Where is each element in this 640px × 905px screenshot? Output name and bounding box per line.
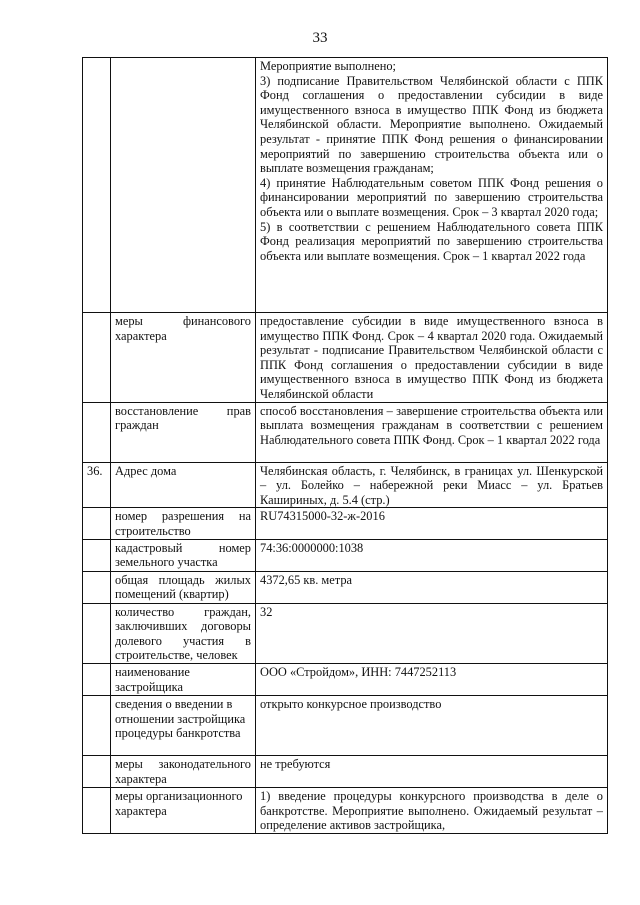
row-label: меры законодательного характера [115, 756, 251, 786]
row-value-cell [256, 603, 608, 663]
row-label-cell [111, 313, 256, 403]
paragraph: 5) в соответствии с решением Наблюдательного совета ППК Фонд реализация мероприятий по завершению строительства объекта или выплате возмещения. Срок – 1 квартал 2022 года [260, 219, 603, 263]
row-label: Адрес дома [115, 463, 177, 478]
table-row [83, 787, 608, 833]
table-row [83, 663, 608, 695]
row-value: RU74315000-32-ж-2016 [260, 509, 385, 524]
row-label-cell [111, 603, 256, 663]
row-label: меры организационного характера [115, 788, 243, 818]
table-row [83, 462, 608, 508]
row-value: предоставление субсидии в виде имущественного взноса в имущество ППК Фонд. Срок – 4 квартал 2020 года. Ожидаемый результат - подписание Правительством Челябинской области с ППК Фонд соглашения о предоставлении субсидии в виде имущественного взноса в имущество ППК Фонд из бюджета Челябинской области [260, 314, 603, 401]
row-value: 32 [260, 604, 273, 619]
row-value-cell [256, 508, 608, 539]
table-row [83, 539, 608, 571]
row-label-cell [111, 462, 256, 508]
table-row [83, 603, 608, 663]
page-number: 33 [312, 30, 328, 46]
row-value-cell [256, 695, 608, 755]
row-value: ООО «Стройдом», ИНН: 7447252113 [260, 664, 457, 679]
row-label: количество граждан, заключивших договоры долевого участия в строительстве, человек [115, 604, 251, 663]
table-row [83, 571, 608, 603]
row-value: 4372,65 кв. метра [260, 572, 353, 587]
row-label-cell [111, 695, 256, 755]
row-number-cell [83, 663, 111, 695]
table-row [83, 755, 608, 787]
row-value-cell [256, 402, 608, 462]
row-label-cell [111, 755, 256, 787]
row-value-cell [256, 539, 608, 571]
row-value: Челябинская область, г. Челябинск, в границах ул. Шенкурской – ул. Болейко – набережной реки Миасс – ул. Братьев Кашириных, д. 5.4 (стр.) [260, 463, 603, 507]
row-number-cell [83, 571, 111, 603]
table-row [83, 313, 608, 403]
row-number-cell [83, 58, 111, 313]
row-number-cell [83, 787, 111, 833]
row-number-cell [83, 603, 111, 663]
row-value-cell [256, 313, 608, 403]
row-label-cell [111, 571, 256, 603]
row-label-cell [111, 663, 256, 695]
row-number-cell: 36. [83, 462, 111, 508]
row-label: наименование застройщика [115, 664, 190, 694]
row-value-cell [256, 663, 608, 695]
row-value-cell [256, 571, 608, 603]
paragraph: Мероприятие выполнено; [260, 59, 396, 73]
row-label: меры финансового характера [115, 314, 251, 343]
row-label-cell [111, 402, 256, 462]
row-value: открыто конкурсное производство [260, 696, 442, 711]
row-number-cell [83, 695, 111, 755]
table-row [83, 695, 608, 755]
row-label-cell [111, 539, 256, 571]
paragraph: 3) подписание Правительством Челябинской области с ППК Фонд соглашения о предоставлении субсидии в виде имущественного взноса в имущество ППК Фонд из бюджета Челябинской области. Мероприятие выполнено. Ожидаемый результат - принятие ППК Фонд решения о финансировании мероприятий по завершению строительства объекта или о выплате возмещения гражданам; [260, 73, 603, 176]
table-row [83, 402, 608, 462]
document-table [82, 57, 608, 834]
row-label: сведения о введении в отношении застройщика процедуры банкротства [115, 696, 246, 741]
row-label: восстановление прав граждан [115, 403, 251, 433]
row-value: способ восстановления – завершение строительства объекта или выплата возмещения гражданам в соответствии с решением Наблюдательного совета ППК Фонд. Срок – 1 квартал 2022 года [260, 403, 603, 447]
row-value: 74:36:0000000:1038 [260, 540, 364, 555]
row-label: кадастровый номер земельного участка [115, 540, 251, 570]
row-value: не требуются [260, 756, 331, 771]
paragraph: 4) принятие Наблюдательным советом ППК Фонд решения о финансировании мероприятий по завершению строительства объекта или о выплате возмещения. Срок – 3 квартал 2020 года; [260, 175, 603, 219]
table-row [83, 508, 608, 539]
row-value-cell [256, 755, 608, 787]
row-label-cell [111, 508, 256, 539]
row-label-cell [111, 58, 256, 313]
row-label: общая площадь жилых помещений (квартир) [115, 572, 251, 602]
row-value-cell [256, 58, 608, 313]
table-row [83, 58, 608, 313]
row-number-cell [83, 539, 111, 571]
row-number-cell [83, 313, 111, 403]
row-value-cell [256, 462, 608, 508]
row-number-cell [83, 508, 111, 539]
row-number-cell [83, 755, 111, 787]
row-label: номер разрешения на строительство [115, 509, 251, 538]
row-value-cell [256, 787, 608, 833]
row-label-cell [111, 787, 256, 833]
row-value: 1) введение процедуры конкурсного производства в деле о банкротстве. Мероприятие выполнено. Ожидаемый результат – определение активов застройщика, [260, 788, 603, 833]
row-number-cell [83, 402, 111, 462]
